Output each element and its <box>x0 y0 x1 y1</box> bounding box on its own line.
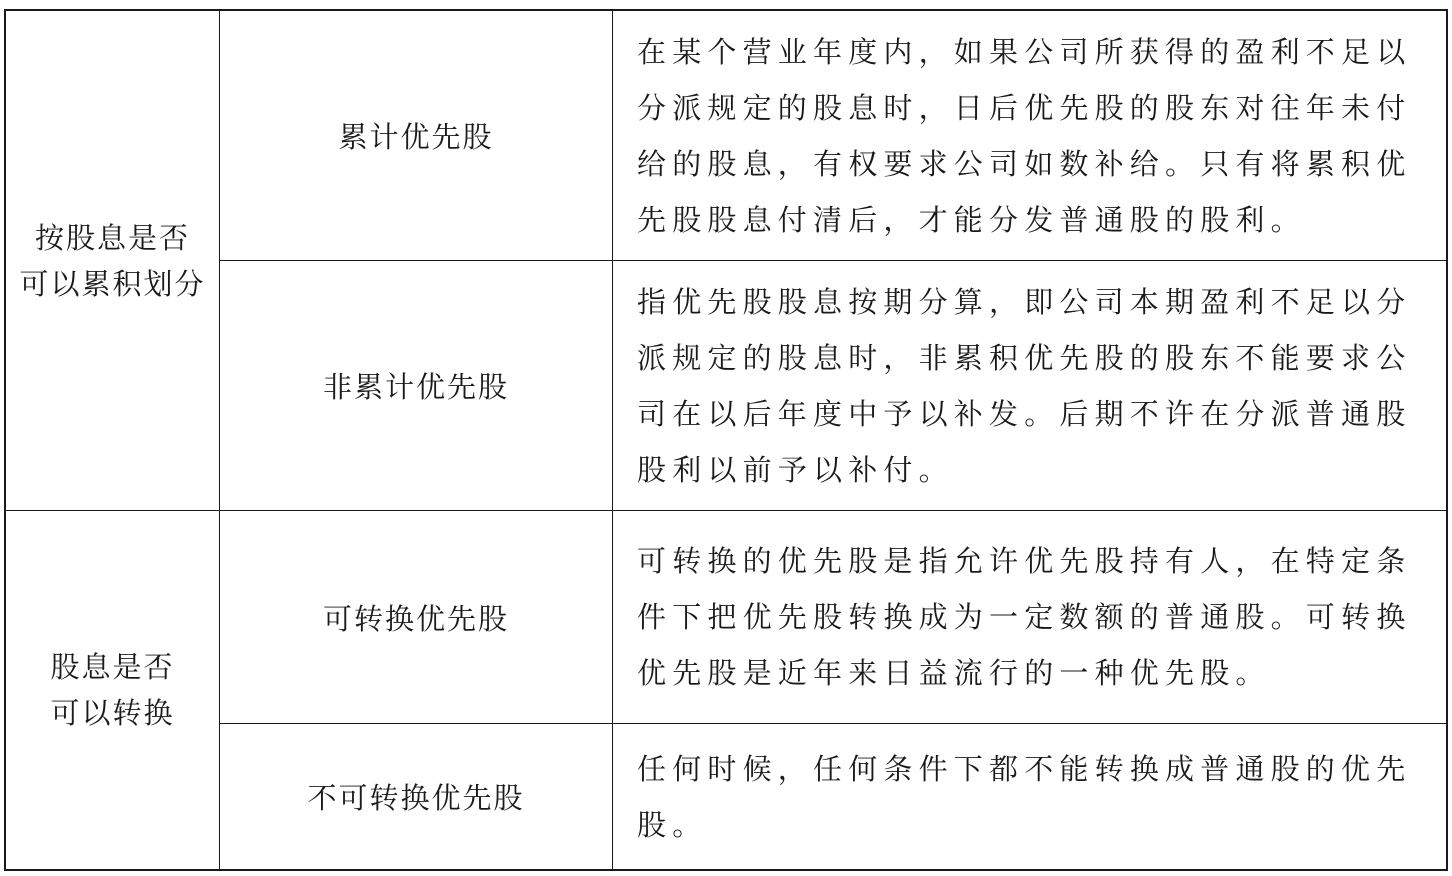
table-row <box>6 511 1447 724</box>
type-cell: 可转换优先股 <box>220 511 613 724</box>
category-label-line: 股息是否 <box>50 650 175 684</box>
description-cell: 任何时候，任何条件下都不能转换成普通股的优先股。 <box>613 724 1447 870</box>
description-cell: 指优先股股息按期分算，即公司本期盈利不足以分派规定的股息时，非累积优先股的股东不能要求公司在以后年度中予以补发。后期不许在分派普通股股利以前予以补付。 <box>613 261 1447 511</box>
preferred-stock-classification-table <box>5 10 1447 870</box>
category-label-line: 可以转换 <box>50 696 175 730</box>
description-cell: 可转换的优先股是指允许优先股持有人，在特定条件下把优先股转换成为一定数额的普通股。可转换优先股是近年来日益流行的一种优先股。 <box>613 511 1447 724</box>
description-cell: 在某个营业年度内，如果公司所获得的盈利不足以分派规定的股息时，日后优先股的股东对往年未付给的股息，有权要求公司如数补给。只有将累积优先股股息付清后，才能分发普通股的股利。 <box>613 11 1447 261</box>
type-cell: 非累计优先股 <box>220 261 613 511</box>
type-cell: 累计优先股 <box>220 11 613 261</box>
table-row <box>6 724 1447 870</box>
category-label-line: 按股息是否 <box>34 220 190 255</box>
type-cell: 不可转换优先股 <box>220 724 613 870</box>
category-label-line: 可以累积划分 <box>19 266 206 301</box>
category-cell-cumulative <box>6 11 220 511</box>
table-row <box>6 261 1447 511</box>
table-row <box>6 11 1447 261</box>
category-cell-convertible <box>6 511 220 870</box>
